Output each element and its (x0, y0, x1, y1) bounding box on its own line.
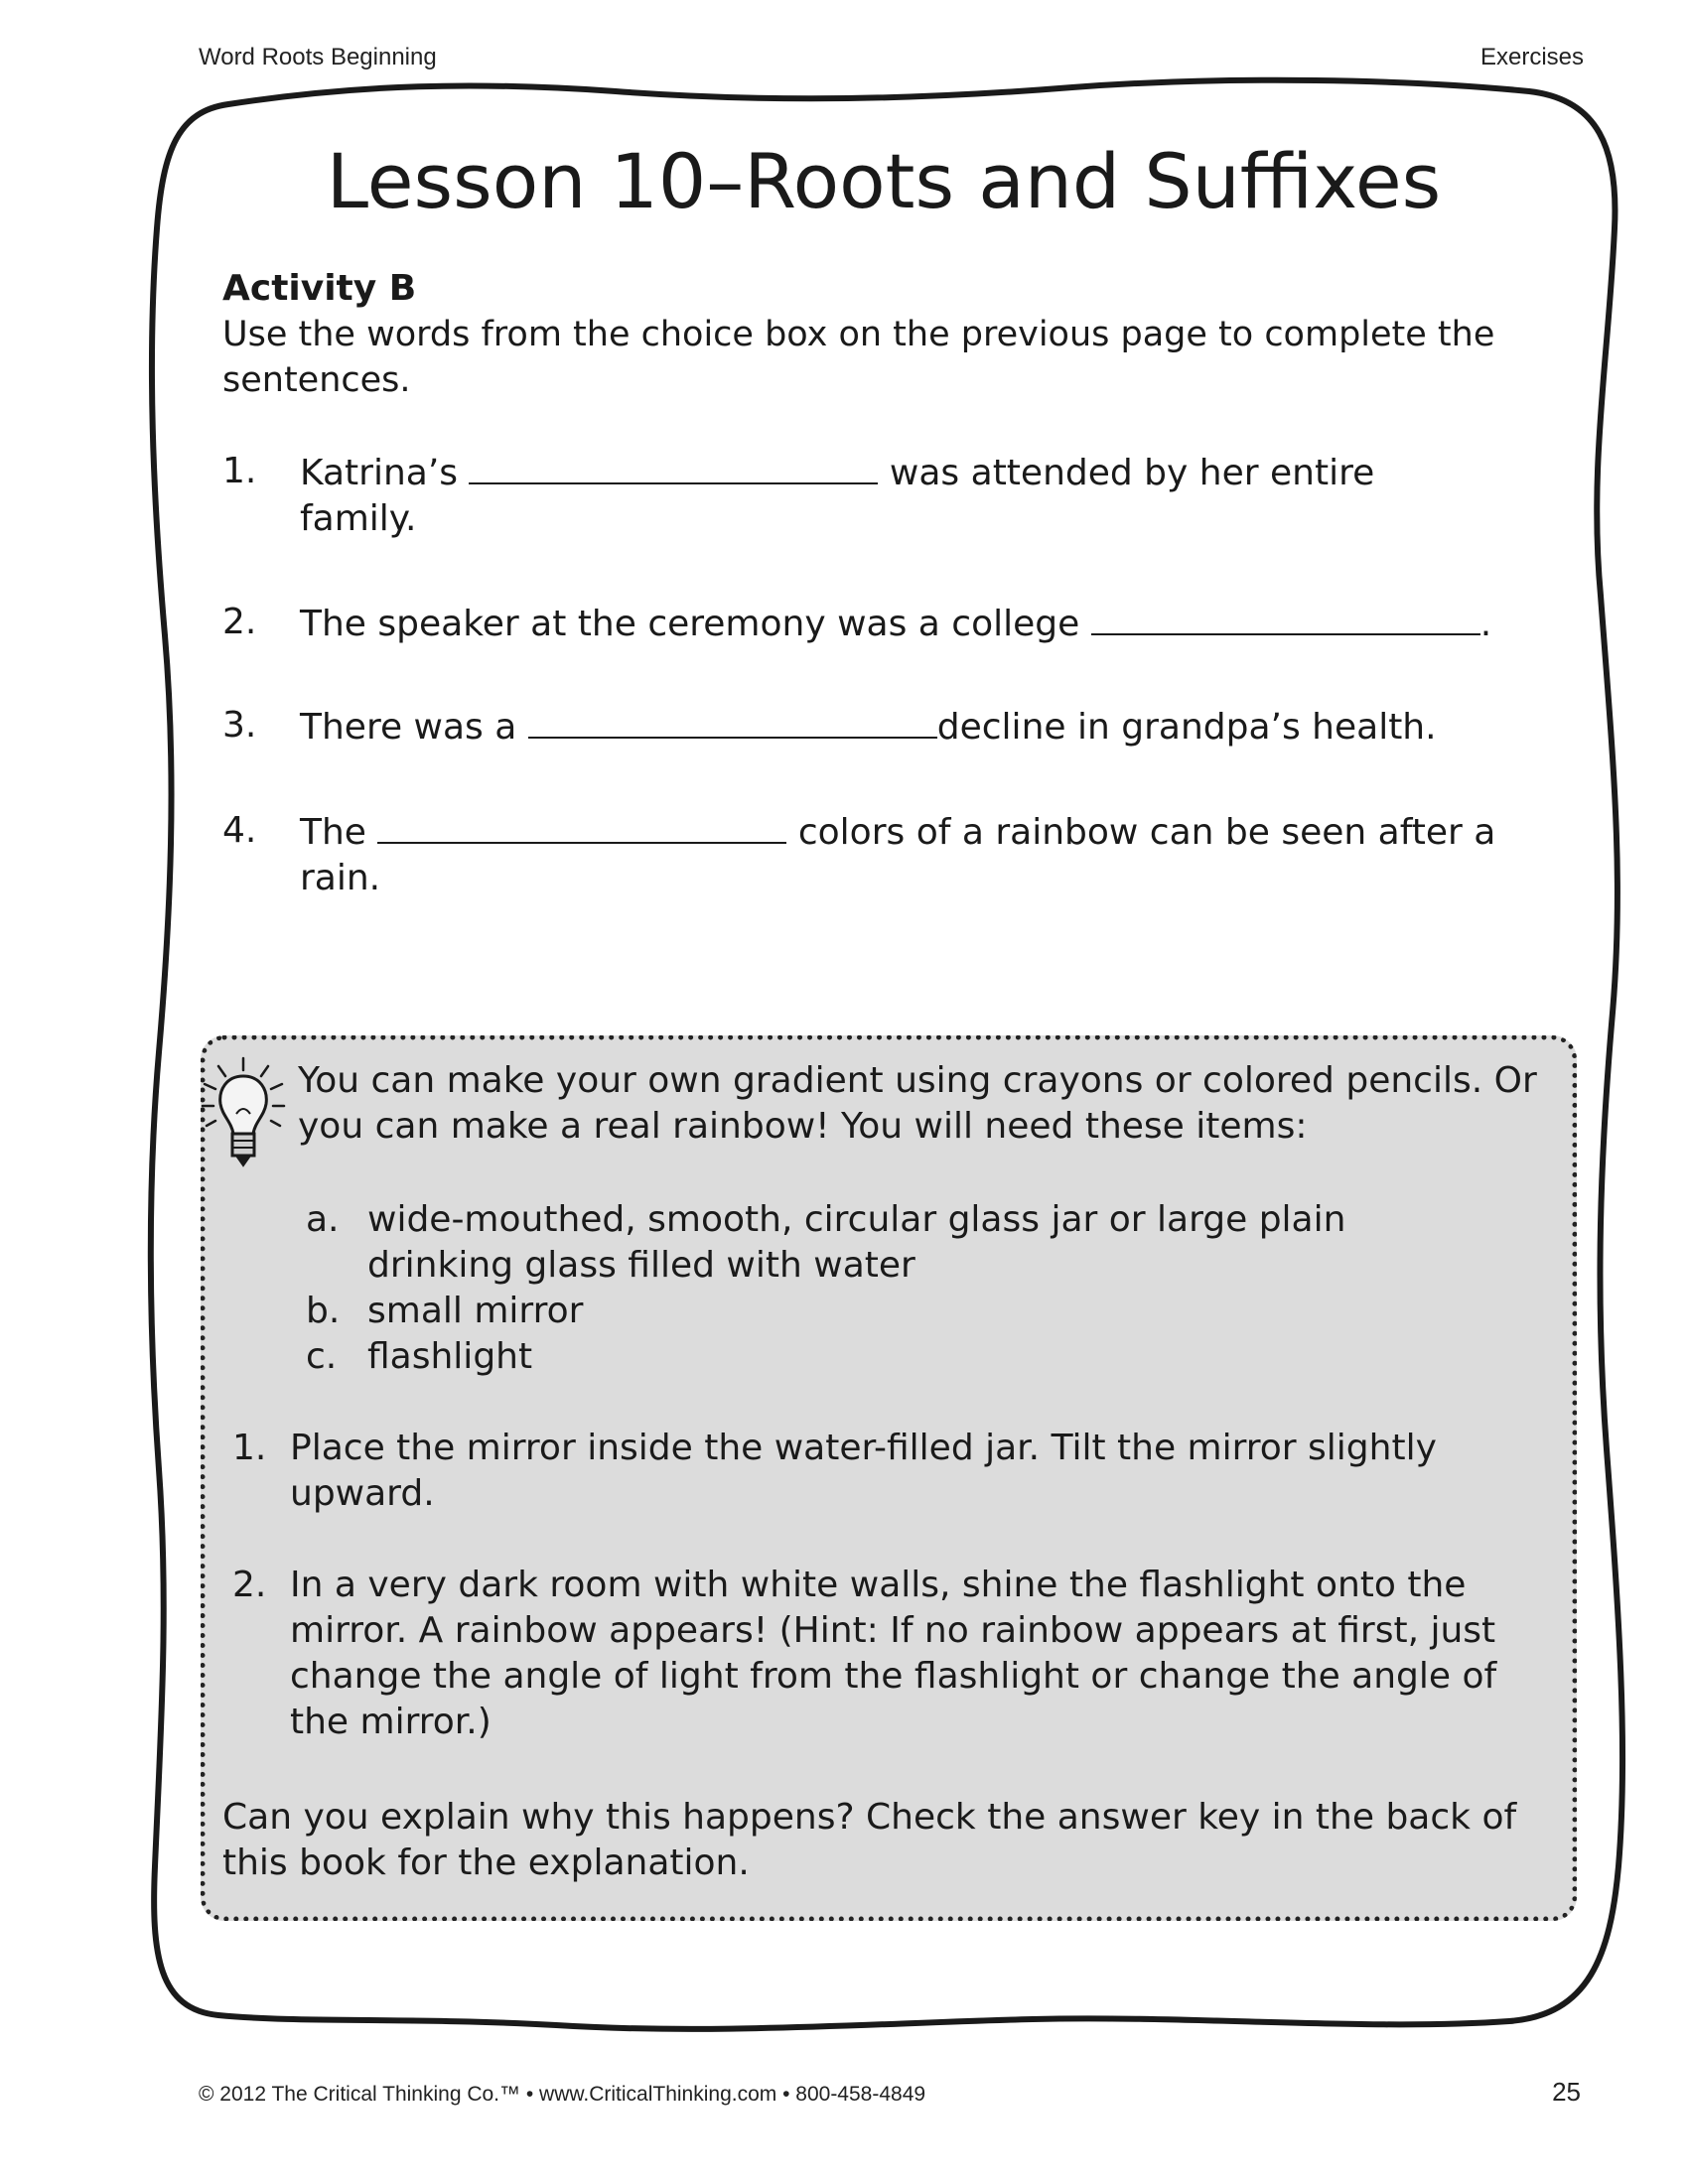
supply-text: wide-mouthed, smooth, circular glass jar or large plain drinking glass filled with water (367, 1199, 1346, 1286)
question-text: . (1479, 604, 1492, 644)
header-series-title: Word Roots Beginning (199, 44, 437, 70)
question-item (222, 703, 1591, 751)
steps-list (232, 1426, 1563, 1745)
answer-blank[interactable] (469, 449, 878, 484)
question-text: decline in grandpa’s health. (936, 707, 1437, 748)
supply-list (306, 1197, 1557, 1380)
question-text: was attended by her entire family. (300, 453, 1375, 539)
supply-item (306, 1334, 1557, 1380)
header-section-label: Exercises (1479, 44, 1584, 70)
answer-blank[interactable] (1091, 600, 1480, 635)
activity-section (222, 266, 1553, 403)
question-text: There was a (300, 707, 528, 748)
step-item (232, 1563, 1563, 1745)
lightbulb-icon (199, 1054, 288, 1173)
step-number: 2. (232, 1565, 267, 1605)
question-text: The (300, 812, 378, 853)
supply-letter: c. (306, 1336, 338, 1377)
answer-blank[interactable] (377, 808, 786, 844)
question-item (222, 808, 1531, 901)
step-text: Place the mirror inside the water-filled jar. Tilt the mirror slightly upward. (290, 1428, 1437, 1514)
question-number: 1. (222, 451, 257, 491)
supply-letter: a. (306, 1199, 340, 1240)
question-number: 2. (222, 602, 257, 642)
question-item (222, 600, 1591, 647)
question-number: 4. (222, 810, 257, 851)
step-item (232, 1426, 1563, 1517)
step-number: 1. (232, 1428, 267, 1468)
question-text: Katrina’s (300, 453, 470, 493)
question-item (222, 449, 1491, 542)
supply-letter: b. (306, 1291, 341, 1331)
supply-text: flashlight (367, 1336, 533, 1377)
answer-blank[interactable] (528, 703, 937, 739)
page-number: 25 (1552, 2077, 1581, 2107)
question-text: colors of a rainbow can be seen after a rain. (300, 812, 1496, 898)
activity-instructions: Use the words from the choice box on the previous page to complete the sentences. (222, 315, 1495, 400)
footer-credit: © 2012 The Critical Thinking Co.™ • www.CriticalThinking.com • 800-458-4849 (199, 2083, 926, 2106)
supply-text: small mirror (367, 1291, 584, 1331)
supply-item (306, 1289, 1557, 1334)
step-text: In a very dark room with white walls, shine the flashlight onto the mirror. A rainbow appears! (Hint: If no rainbow appears at first, just change the angle of light from the flashlight or change the angle of the mirror.) (290, 1565, 1497, 1742)
tip-intro-text: You can make your own gradient using crayons or colored pencils. Or you can make a real rainbow! You will need these items: (298, 1060, 1537, 1147)
supply-item (306, 1197, 1557, 1289)
closing-question: Can you explain why this happens? Check the answer key in the back of this book for the explanation. (222, 1797, 1517, 1883)
question-number: 3. (222, 705, 257, 746)
activity-heading: Activity B (222, 268, 417, 309)
page-title: Lesson 10–Roots and Suffixes (326, 137, 1442, 225)
question-text: The speaker at the ceremony was a college (300, 604, 1091, 644)
